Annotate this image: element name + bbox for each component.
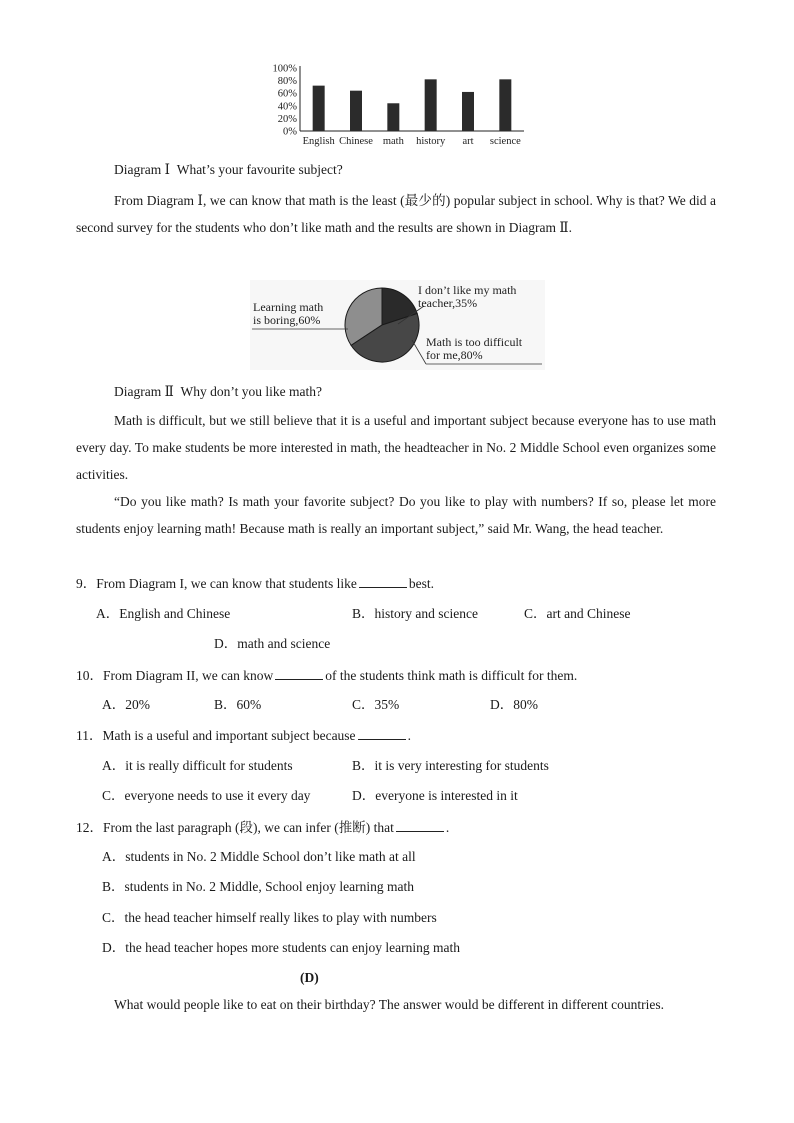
q11-option-a[interactable]: A．it is really difficult for students xyxy=(102,758,293,773)
q10-option-b[interactable]: B．60% xyxy=(214,697,262,712)
bar-chart xyxy=(262,58,530,150)
diagram2-caption xyxy=(114,382,754,402)
diagram1-question: What’s your favourite subject? xyxy=(176,162,343,177)
y-tick-label: 0% xyxy=(283,126,297,138)
q9-option-c[interactable]: C．art and Chinese xyxy=(524,606,631,621)
q12-option-c[interactable]: C．the head teacher himself really likes to play with numbers xyxy=(102,910,437,925)
paragraph-3: “Do you like math? Is math your favorite subject? Do you like to play with numbers? If so, please let more students enjoy learning math! Because math is really an important subject,” said Mr. Wang, the head teacher. xyxy=(76,494,716,536)
q10-blank[interactable] xyxy=(275,665,323,680)
diagram1-caption xyxy=(114,160,754,180)
section-d-heading: (D) xyxy=(300,970,319,985)
y-tick-label: 80% xyxy=(277,76,297,88)
diagram2-label: Diagram Ⅱ xyxy=(114,384,174,399)
q11-option-d[interactable]: D．everyone is interested in it xyxy=(352,788,518,803)
q9-option-a[interactable]: A．English and Chinese xyxy=(96,606,231,621)
bar-math xyxy=(387,103,399,131)
x-tick-label: math xyxy=(382,136,404,147)
paragraph-1: From Diagram Ⅰ, we can know that math is the least (最少的) popular subject in school. Why is that? We did a second survey for the students who don’t like math and the results are shown in Diagram Ⅱ. xyxy=(76,193,716,235)
x-tick-label: science xyxy=(489,136,521,147)
pie-label-difficult-2: for me,80% xyxy=(426,348,483,362)
q9-number: 9． xyxy=(76,576,97,591)
paragraph-4: What would people like to eat on their birthday? The answer would be different in different countries. xyxy=(114,997,664,1012)
q9-stem-b: best. xyxy=(408,576,434,591)
pie-label-teacher-1: I don’t like my math xyxy=(418,283,517,297)
x-tick-label: art xyxy=(462,136,474,147)
pie-label-boring-1: Learning math xyxy=(253,300,324,314)
x-tick-label: history xyxy=(416,136,446,147)
x-tick-label: Chinese xyxy=(339,136,373,147)
bar-history xyxy=(425,79,437,131)
q12-stem-a: From the last paragraph (段), we can infer (推断) that xyxy=(103,820,394,835)
bar-chinese xyxy=(350,91,362,131)
q10-stem-a: From Diagram II, we can know xyxy=(103,668,274,683)
bar-art xyxy=(462,92,474,131)
y-tick-label: 100% xyxy=(272,63,297,75)
diagram1-label: Diagram Ⅰ xyxy=(114,162,170,177)
q12-option-a[interactable]: A．students in No. 2 Middle School don’t like math at all xyxy=(102,849,416,864)
q10-stem-b: of the students think math is difficult for them. xyxy=(325,668,578,683)
q11-option-b[interactable]: B．it is very interesting for students xyxy=(352,758,549,773)
q12-option-d[interactable]: D．the head teacher hopes more students can enjoy learning math xyxy=(102,940,461,955)
y-tick-label: 60% xyxy=(277,88,297,100)
q11-stem-a: Math is a useful and important subject because xyxy=(102,728,356,743)
q11-option-c[interactable]: C．everyone needs to use it every day xyxy=(102,788,311,803)
q9-option-d[interactable]: D．math and science xyxy=(214,636,331,651)
q12-option-b[interactable]: B．students in No. 2 Middle, School enjoy learning math xyxy=(102,879,414,894)
pie-chart xyxy=(250,280,545,370)
q11-stem-b: . xyxy=(407,728,411,743)
q12-blank[interactable] xyxy=(396,817,444,832)
question-11 xyxy=(76,725,716,746)
y-tick-label: 20% xyxy=(277,113,297,125)
q11-blank[interactable] xyxy=(358,725,406,740)
q9-stem-a: From Diagram I, we can know that students like xyxy=(96,576,357,591)
q10-option-a[interactable]: A．20% xyxy=(102,697,150,712)
q10-number: 10． xyxy=(76,668,103,683)
y-tick-label: 40% xyxy=(277,101,297,113)
question-9 xyxy=(76,573,716,594)
q12-number: 12． xyxy=(76,820,103,835)
bar-science xyxy=(499,79,511,131)
pie-label-boring-2: is boring,60% xyxy=(253,313,321,327)
q10-option-d[interactable]: D．80% xyxy=(490,697,538,712)
q10-option-c[interactable]: C．35% xyxy=(352,697,400,712)
bar-english xyxy=(313,86,325,131)
q9-option-b[interactable]: B．history and science xyxy=(352,606,478,621)
question-10 xyxy=(76,665,716,686)
x-tick-label: English xyxy=(302,136,335,147)
pie-label-teacher-2: teacher,35% xyxy=(418,296,478,310)
pie-label-difficult-1: Math is too difficult xyxy=(426,335,523,349)
q12-stem-b: . xyxy=(445,820,450,835)
diagram2-question: Why don’t you like math? xyxy=(180,384,323,399)
q9-blank[interactable] xyxy=(359,573,407,588)
q11-number: 11． xyxy=(76,728,103,743)
question-12 xyxy=(76,817,716,838)
paragraph-2: Math is difficult, but we still believe that it is a useful and important subject because everyone has to use math every day. To make students be more interested in math, the headteacher in No. 2 Middle School even organizes some activities. xyxy=(76,413,716,482)
